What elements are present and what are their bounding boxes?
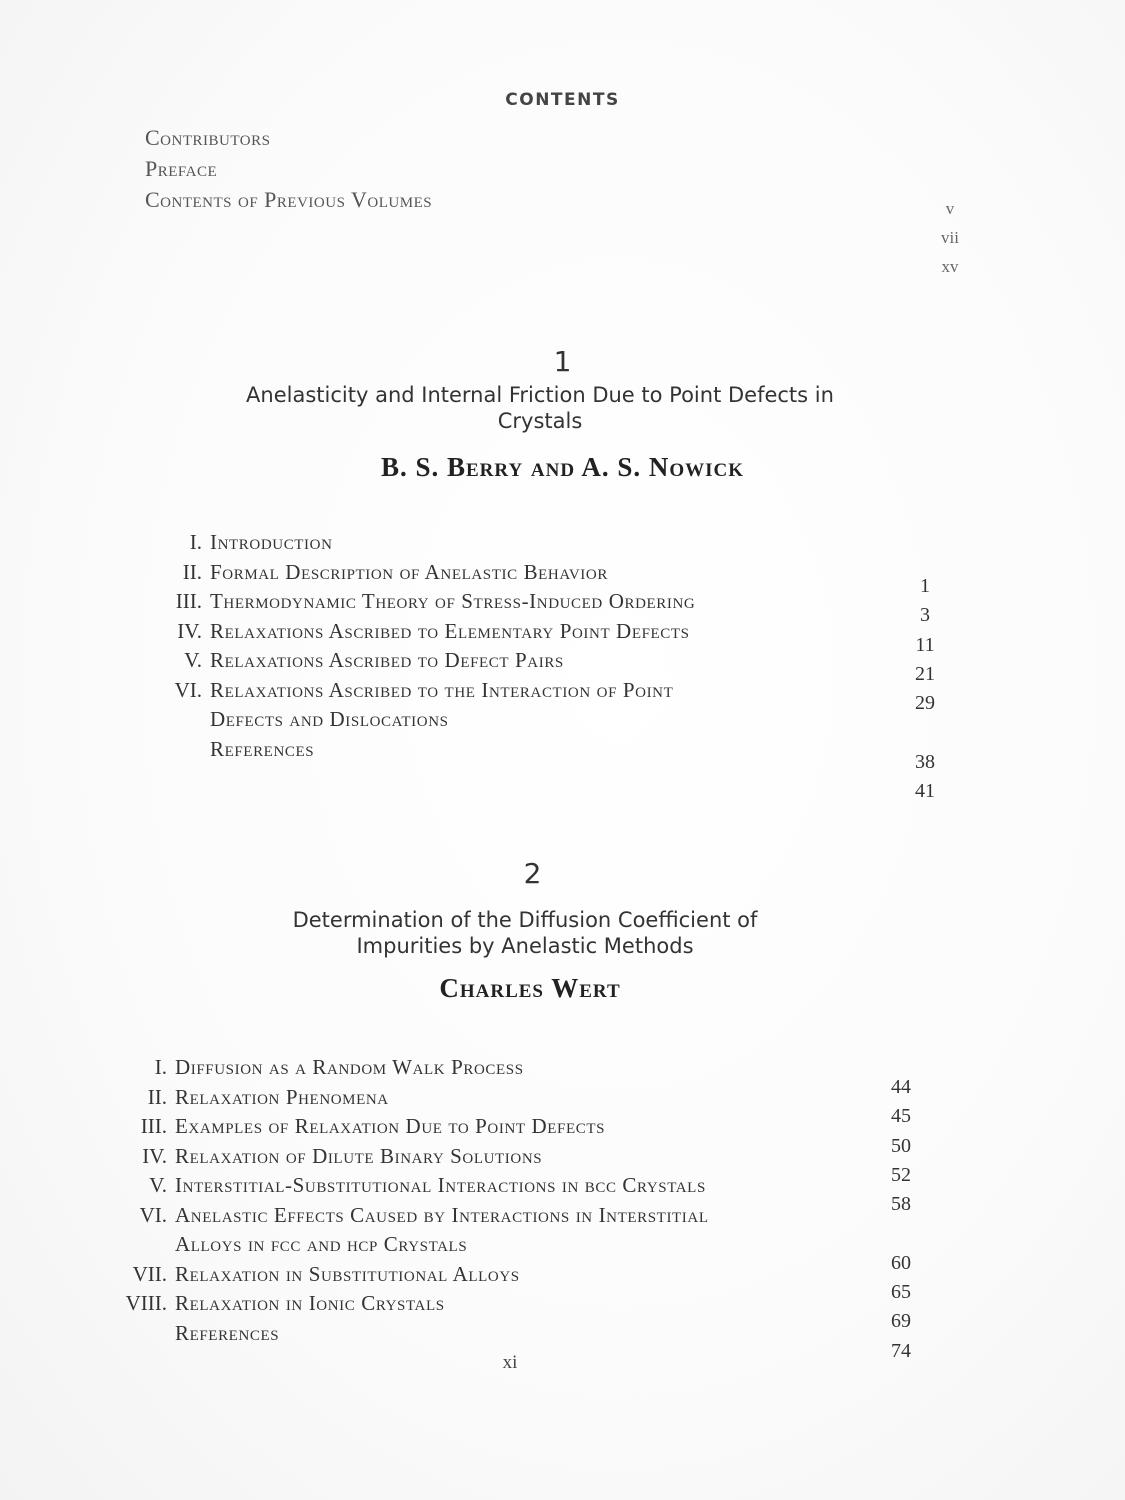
page-number: 29 [915,692,935,715]
chapter-title-line: Determination of the Diffusion Coefficient of [292,908,758,932]
section-numeral: V. [149,1173,167,1197]
toc-row [105,1144,709,1174]
page-number: 41 [915,780,935,803]
section-title: Relaxations Ascribed to the Interaction of Point [210,677,674,702]
toc-row [105,1291,709,1321]
page-number: 50 [891,1134,911,1157]
page-number: v [945,199,955,218]
contents-heading: CONTENTS [505,90,620,110]
section-numeral: III. [140,1114,167,1138]
front-matter-list [145,122,965,215]
toc-row [105,1055,709,1085]
chapter-2-sections [105,1055,709,1350]
section-numeral: IV. [177,618,202,643]
page-number: 38 [915,750,935,773]
section-title: Relaxation in Ionic Crystals [175,1291,445,1315]
section-numeral: II. [147,1084,167,1109]
front-item-preface: Preface [145,156,218,181]
toc-row [140,648,695,678]
toc-row [105,1321,709,1351]
toc-row [140,560,695,590]
page-number [905,718,945,747]
chapter-1-title [200,382,880,434]
front-item-previous-volumes: Contents of Previous Volumes [145,187,433,212]
section-title: Diffusion as a Random Walk Process [175,1055,524,1079]
page-number: 58 [891,1193,911,1216]
chapter-2-authors: Charles Wert [439,973,621,1003]
toc-row [140,530,695,560]
page-number: 74 [891,1339,911,1362]
page-number: 21 [915,662,935,685]
chapter-title-line: Crystals [497,409,583,433]
section-title: Thermodynamic Theory of Stress-Induced Ordering [210,589,696,613]
chapter-2-pages [880,1073,922,1366]
section-title: Examples of Relaxation Due to Point Defects [175,1114,606,1138]
section-title: Relaxation in Substitutional Alloys [175,1261,520,1286]
toc-row [140,589,695,619]
section-numeral: II. [182,559,202,584]
toc-row [105,1085,709,1115]
chapter-2-number: 2 [523,857,542,890]
page-folio: xi [502,1352,518,1373]
section-numeral: V. [184,648,202,672]
section-title: Relaxations Ascribed to Defect Pairs [210,648,564,672]
chapter-1-pages [905,572,945,806]
toc-row [140,619,695,649]
chapter-title-line: Anelasticity and Internal Friction Due to Point Defects in [246,383,834,407]
toc-row [140,707,695,737]
section-numeral: III. [175,589,202,613]
page-number: 45 [891,1105,911,1128]
chapter-1-authors: B. S. Berry and A. S. Nowick [380,452,745,482]
toc-row [105,1203,709,1233]
section-title: Relaxation Phenomena [175,1084,389,1109]
section-numeral: VI. [174,677,202,702]
section-numeral: IV. [142,1143,167,1168]
page-number: 1 [920,575,930,597]
section-title: Anelastic Effects Caused by Interactions in Interstitial [175,1202,709,1227]
front-matter-pages [930,194,970,281]
section-title: References [210,736,315,761]
page-number: xv [941,257,959,276]
page-number: 44 [891,1076,911,1098]
chapter-2-title [240,907,810,959]
section-title: Alloys in fcc and hcp Crystals [175,1232,468,1256]
page-number: vii [941,228,959,247]
page-number [880,1219,922,1248]
page-number: 60 [891,1251,911,1274]
chapter-1-sections [140,530,695,766]
toc-row [105,1114,709,1144]
section-numeral: VI. [139,1202,167,1227]
section-title: Relaxations Ascribed to Elementary Point Defects [210,618,690,643]
chapter-1-number: 1 [553,345,572,378]
toc-row [140,678,695,708]
front-item-contributors: Contributors [145,125,271,150]
chapter-title-line: Impurities by Anelastic Methods [356,934,694,958]
page-number: 52 [891,1163,911,1186]
section-title: Introduction [210,530,333,554]
toc-row [105,1232,709,1262]
page-number: 11 [915,633,935,656]
section-title: Formal Description of Anelastic Behavior [210,559,608,584]
page-number: 3 [920,604,930,627]
section-title: Defects and Dislocations [210,707,449,731]
toc-row [105,1262,709,1292]
toc-row [105,1173,709,1203]
section-numeral: I. [154,1055,167,1079]
section-numeral: I. [189,530,202,554]
section-title: References [175,1320,280,1345]
toc-row [140,737,695,767]
section-numeral: VIII. [125,1291,167,1315]
section-title: Interstitial-Substitutional Interactions in bcc Crystals [175,1173,706,1197]
section-title: Relaxation of Dilute Binary Solutions [175,1143,543,1168]
page-number: 65 [891,1281,911,1304]
page-number: 69 [891,1310,911,1333]
section-numeral: VII. [132,1261,167,1286]
